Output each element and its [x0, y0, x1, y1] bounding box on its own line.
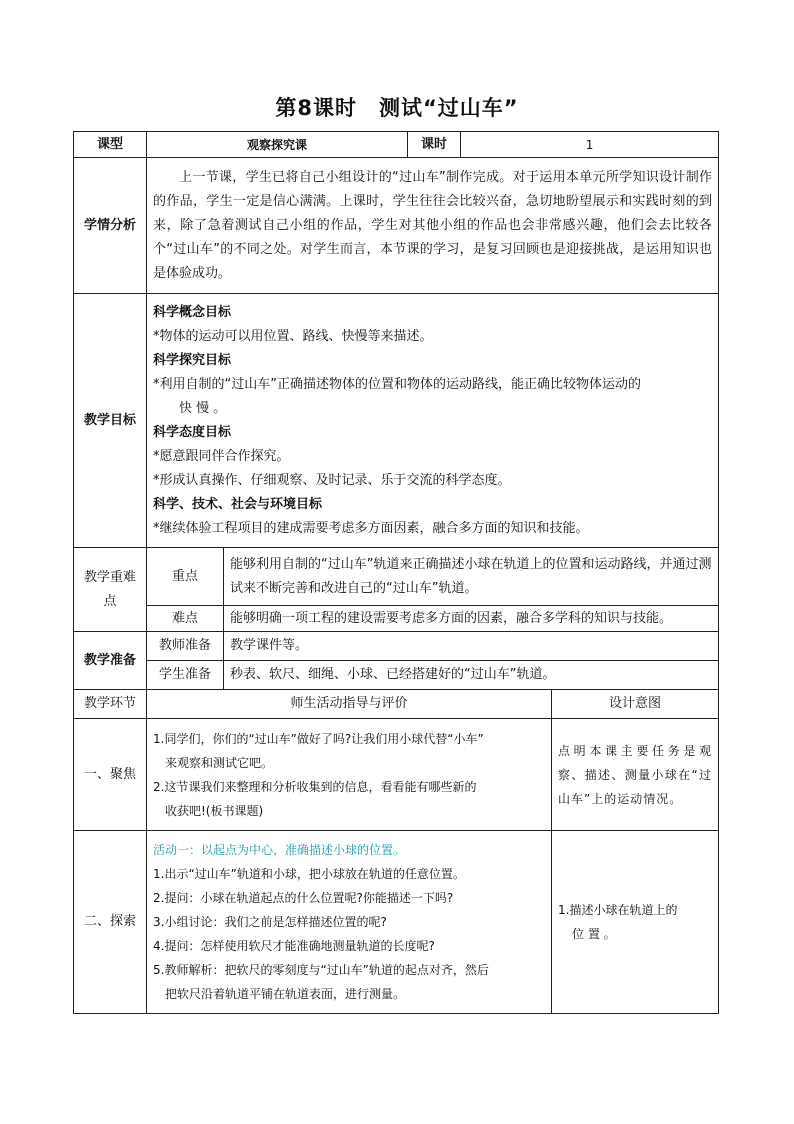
student-prep-row: [74, 661, 719, 690]
focus-intent: 点明本课主要任务是观察、描述、测量小球在“过山车”上的运动情况。: [552, 719, 719, 831]
course-type-value: 观察探究课: [147, 132, 408, 158]
key-text: 能够利用自制的“过山车”轨道来正确描述小球在轨道上的位置和运动路线，并通过测试来不断完善和改进自己的“过山车”轨道。: [224, 548, 719, 606]
goal-attitude-heading: 科学态度目标: [153, 424, 232, 440]
explore-item-3: 3.小组讨论：我们之前是怎样描述位置的呢?: [153, 915, 387, 929]
activity-one-heading: 活动一：以起点为中心，准确描述小球的位置。: [153, 843, 406, 857]
key-label: 重点: [147, 548, 224, 606]
step-focus-row: [74, 719, 719, 831]
focus-item-1-cont: 来观察和测试它吧。: [165, 755, 274, 770]
goal-inquiry-heading: 科学探究目标: [153, 352, 232, 368]
course-type-label: 课型: [74, 132, 147, 158]
teacher-prep-row: [74, 632, 719, 661]
goal-sts-heading: 科学、技术、社会与环境目标: [153, 496, 323, 512]
explore-intent-line-2: 位 置 。: [572, 927, 616, 941]
goal-attitude-item-2: *形成认真操作、仔细观察、及时记录、乐于交流的科学态度。: [153, 472, 511, 488]
header-intent: 设计意图: [552, 690, 719, 719]
goal-inquiry-item: *利用自制的“过山车”正确描述物体的位置和物体的运动路线，能正确比较物体运动的: [153, 376, 641, 392]
page-title: 第8课时 测试“过山车”: [275, 96, 519, 120]
step-explore-row: [74, 831, 719, 1014]
analysis-label: 学情分析: [74, 158, 147, 294]
explore-item-4: 4.提问：怎样使用软尺才能准确地测量轨道的长度呢?: [153, 939, 435, 953]
prep-label: 教学准备: [74, 632, 147, 690]
focus-item-2: 2.这节课我们来整理和分析收集到的信息，看看能有哪些新的: [153, 779, 477, 794]
goal-concept-item: *物体的运动可以用位置、路线、快慢等来描述。: [153, 328, 433, 344]
explore-item-1: 1.出示“过山车”轨道和小球，把小球放在轨道的任意位置。: [153, 867, 465, 881]
explore-intent: [552, 831, 719, 1014]
focus-item-2-cont: 收获吧!(板书课题): [165, 803, 264, 818]
difficulty-label: 难点: [147, 606, 224, 632]
explore-item-5-cont: 把软尺沿着轨道平铺在轨道表面，进行测量。: [165, 987, 406, 1001]
analysis-text: 上一节课，学生已将自己小组设计的“过山车”制作完成。对于运用本单元所学知识设计制作的作品，学生一定是信心满满。上课时，学生往往会比较兴奋，急切地盼望展示和实践时刻的到来，除了急着测试自己小组的作品，学生对其他小组的作品也会非常感兴趣，他们会去比较各个“过山车”的不同之处。对学生而言，本节课的学习，是复习回顾也是迎接挑战，是运用知识也是体验成功。: [147, 158, 719, 294]
header-activity: 师生活动指导与评价: [147, 690, 552, 719]
keypoints-label: 教学重难点: [74, 548, 147, 632]
lesson-plan-table: [73, 131, 719, 1014]
explore-item-5: 5.教师解析：把软尺的零刻度与“过山车”轨道的起点对齐，然后: [153, 963, 489, 977]
goals-content: [147, 294, 719, 548]
goal-concept-heading: 科学概念目标: [153, 304, 232, 320]
goal-inquiry-item-cont: 快 慢 。: [179, 400, 227, 416]
explore-intent-line-1: 1.描述小球在轨道上的: [558, 903, 678, 917]
hours-label: 课时: [408, 132, 461, 158]
explore-item-2: 2.提问：小球在轨道起点的什么位置呢?你能描述一下吗?: [153, 891, 454, 905]
difficulty-text: 能够明确一项工程的建设需要考虑多方面的因素，融合多学科的知识与技能。: [224, 606, 719, 632]
goals-label: 教学目标: [74, 294, 147, 548]
step-explore-label: 二、探索: [74, 831, 147, 1014]
step-focus-content: [147, 719, 552, 831]
teacher-prep-text: 教学课件等。: [224, 632, 719, 661]
course-type-row: [74, 132, 719, 158]
process-header-row: [74, 690, 719, 719]
teacher-prep-label: 教师准备: [147, 632, 224, 661]
keypoint-row: [74, 548, 719, 606]
goal-attitude-item-1: *愿意跟同伴合作探究。: [153, 448, 290, 464]
hours-value: 1: [461, 132, 719, 158]
student-prep-text: 秒表、软尺、细绳、小球、已经搭建好的“过山车”轨道。: [224, 661, 719, 690]
student-prep-label: 学生准备: [147, 661, 224, 690]
step-explore-content: [147, 831, 552, 1014]
goals-row: [74, 294, 719, 548]
analysis-row: [74, 158, 719, 294]
step-focus-label: 一、聚焦: [74, 719, 147, 831]
header-step: 教学环节: [74, 690, 147, 719]
focus-item-1: 1.同学们，你们的“过山车”做好了吗?让我们用小球代替“小车”: [153, 731, 484, 746]
difficulty-row: [74, 606, 719, 632]
goal-sts-item: *继续体验工程项目的建成需要考虑多方面因素，融合多方面的知识和技能。: [153, 520, 589, 536]
